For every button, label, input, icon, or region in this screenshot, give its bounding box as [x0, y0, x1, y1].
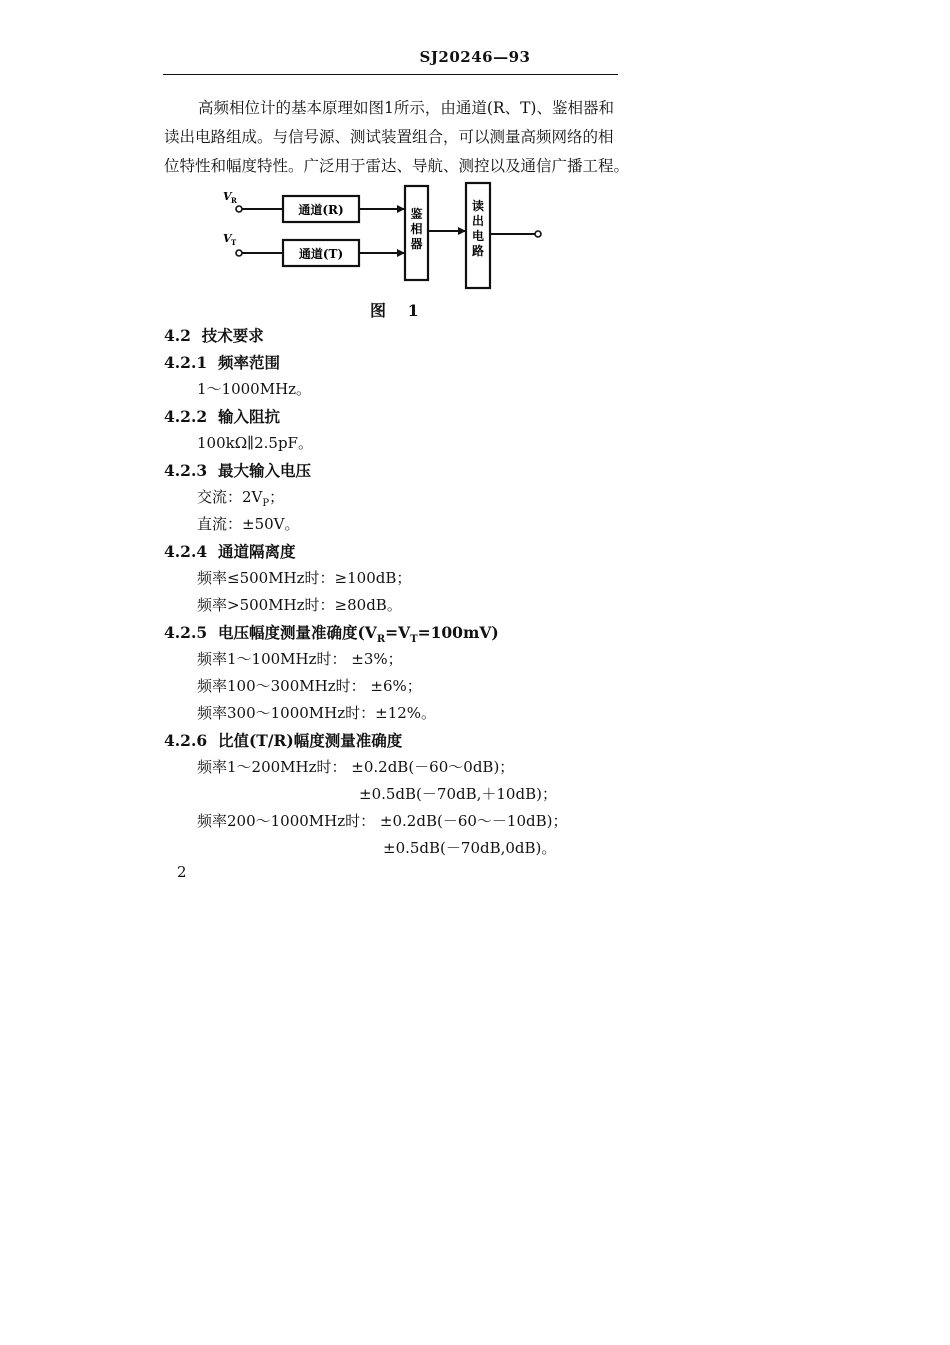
section-4-2-1: [164, 351, 280, 373]
phase-detector-char-1: 鉴: [410, 207, 423, 221]
voltage-accuracy-line-3: 频率300～1000MHz时：±12%。: [197, 704, 437, 722]
readout-char-3: 电: [471, 229, 485, 243]
phase-detector-char-3: 器: [410, 237, 423, 251]
readout-char-1: 读: [471, 199, 485, 213]
section-4-2-4: [164, 540, 295, 562]
voltage-accuracy-line-1: 频率1～100MHz时： ±3%；: [197, 650, 403, 668]
section-title: 技术要求: [201, 326, 264, 345]
svg-text:T: T: [231, 238, 237, 247]
section-4-2-3: [164, 459, 311, 481]
arrow-r-icon: [397, 205, 405, 213]
input-impedance-value: 100kΩ∥2.5pF。: [197, 434, 313, 452]
section-number: 4.2.5: [164, 623, 208, 642]
channel-r-label: 通道(R): [298, 203, 344, 217]
svg-text:R: R: [231, 196, 237, 205]
section-4-2-6: [164, 729, 402, 751]
intro-line-3: 位特性和幅度特性。广泛用于雷达、导航、测控以及通信广播工程。: [164, 157, 630, 175]
output-terminal: [535, 231, 541, 237]
section-title: 电压幅度测量准确度$(V_R=V_T=100mV)$: [217, 623, 499, 646]
intro-line-1: 高频相位计的基本原理如图1所示，由通道(R、T)、鉴相器和: [198, 99, 614, 117]
block-diagram: [215, 178, 555, 296]
input-t-terminal: [236, 250, 242, 256]
section-number: 4.2.4: [164, 542, 208, 561]
isolation-line-2: 频率>500MHz时：≥80dB。: [197, 596, 402, 614]
ratio-accuracy-line-2: ±0.5dB(－70dB,＋10dB)；: [359, 785, 557, 803]
channel-t-label: 通道(T): [298, 247, 344, 261]
section-4-2-2: [164, 405, 280, 427]
isolation-line-1: 频率≤500MHz时：≥100dB；: [197, 569, 412, 587]
section-title: 最大输入电压: [217, 461, 311, 480]
readout-char-2: 出: [471, 214, 485, 228]
dc-voltage-value: 直流：±50V。: [197, 515, 300, 533]
ac-voltage-value: 交流：$2V_P$；: [197, 488, 285, 509]
section-number: 4.2.6: [164, 731, 208, 750]
section-title: 通道隔离度: [217, 542, 296, 561]
voltage-accuracy-line-2: 频率100～300MHz时： ±6%；: [197, 677, 422, 695]
document-code-header: SJ20246—93: [419, 48, 531, 66]
ratio-accuracy-line-1: 频率1～200MHz时： ±0.2dB(－60～0dB)；: [197, 758, 515, 776]
section-4-2-5: [164, 621, 499, 645]
ratio-accuracy-line-3: 频率200～1000MHz时： ±0.2dB(－60～－10dB)；: [197, 812, 568, 830]
readout-char-4: 路: [471, 244, 485, 258]
input-r-terminal: [236, 206, 242, 212]
section-number: 4.2.2: [164, 407, 208, 426]
section-4-2: [164, 324, 264, 346]
phase-detector-char-2: 相: [410, 222, 423, 236]
ratio-accuracy-line-4: ±0.5dB(－70dB,0dB)。: [383, 839, 557, 857]
header-rule: [163, 74, 618, 75]
svg-text:V: V: [223, 190, 232, 203]
arrow-t-icon: [397, 249, 405, 257]
frequency-range-value: 1～1000MHz。: [197, 380, 312, 398]
input-r-label: [223, 190, 237, 205]
figure-caption: 图 1: [370, 301, 427, 320]
section-number: 4.2: [164, 326, 191, 345]
intro-line-2: 读出电路组成。与信号源、测试装置组合，可以测量高频网络的相: [164, 128, 614, 146]
section-title: 输入阻抗: [217, 407, 280, 426]
section-title: 频率范围: [217, 353, 280, 372]
section-number: 4.2.1: [164, 353, 208, 372]
arrow-readout-icon: [458, 227, 466, 235]
section-title: 比值(T/R)幅度测量准确度: [217, 731, 403, 750]
svg-text:V: V: [223, 232, 232, 245]
input-t-label: [223, 232, 237, 247]
page-number: 2: [177, 863, 187, 881]
section-number: 4.2.3: [164, 461, 208, 480]
